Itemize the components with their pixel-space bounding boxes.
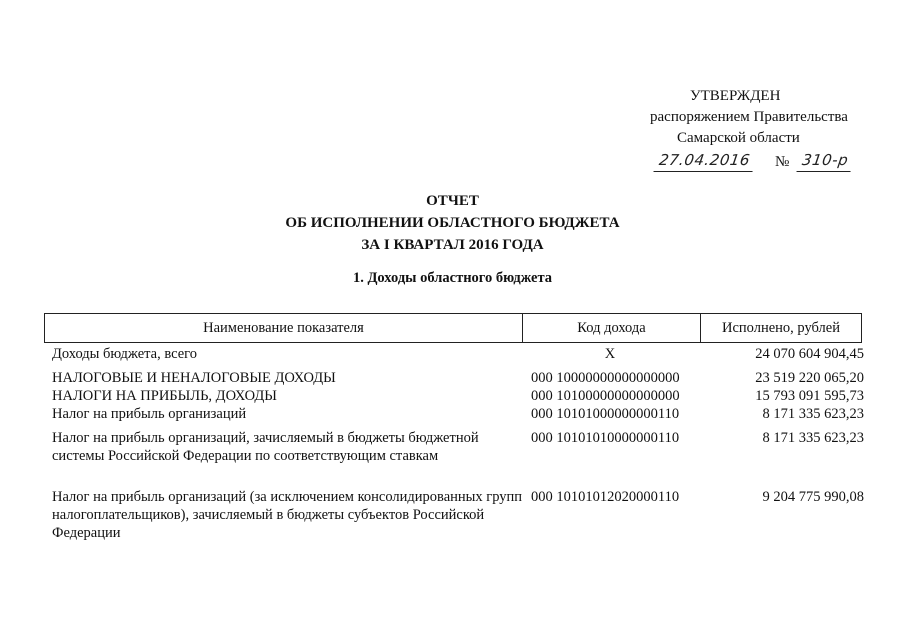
report-subtitle: ОБ ИСПОЛНЕНИИ ОБЛАСТНОГО БЮДЖЕТА — [285, 215, 620, 231]
row-name: Налог на прибыль организаций (за исключением консолидированных групп налогоплательщиков), зачисляемый в бюджеты субъектов Российской Федерации — [52, 489, 523, 541]
row-name: НАЛОГОВЫЕ И НЕНАЛОГОВЫЕ ДОХОДЫ — [52, 370, 336, 386]
row-code: 000 10101010000000110 — [531, 430, 680, 446]
row-code: 000 10000000000000000 — [531, 370, 680, 386]
approval-number: 310-р — [796, 150, 853, 172]
row-code: 000 10101000000000110 — [531, 406, 680, 422]
approval-date: 27.04.2016 — [653, 150, 755, 172]
row-name: Налог на прибыль организаций, зачисляемый в бюджеты бюджетной системы Российской Федерации по соответствующим ставкам — [52, 430, 479, 464]
row-name: НАЛОГИ НА ПРИБЫЛЬ, ДОХОДЫ — [52, 388, 277, 404]
header-value: Исполнено, рублей — [722, 319, 840, 336]
row-value: 24 070 604 904,45 — [755, 346, 864, 362]
row-code: X — [604, 346, 616, 362]
row-value: 8 171 335 623,23 — [762, 430, 864, 446]
row-code: 000 10101012020000110 — [531, 489, 680, 505]
section-heading: 1. Доходы областного бюджета — [352, 270, 553, 286]
row-value: 23 519 220 065,20 — [755, 370, 864, 386]
row-code: 000 10100000000000000 — [531, 388, 680, 404]
row-name: Доходы бюджета, всего — [52, 346, 198, 362]
row-name: Налог на прибыль организаций — [52, 406, 247, 422]
row-value: 15 793 091 595,73 — [755, 388, 864, 404]
report-period: ЗА I КВАРТАЛ 2016 ГОДА — [361, 237, 544, 253]
row-value: 8 171 335 623,23 — [762, 406, 864, 422]
report-title: ОТЧЕТ — [426, 193, 479, 209]
approval-authority: распоряжением Правительства — [650, 109, 848, 125]
approval-title: УТВЕРЖДЕН — [690, 88, 781, 104]
approval-region: Самарской области — [677, 130, 800, 146]
number-sign: № — [775, 154, 790, 170]
header-name: Наименование показателя — [45, 314, 523, 342]
header-code: Код дохода — [523, 314, 701, 342]
row-value: 9 204 775 990,08 — [762, 489, 864, 505]
